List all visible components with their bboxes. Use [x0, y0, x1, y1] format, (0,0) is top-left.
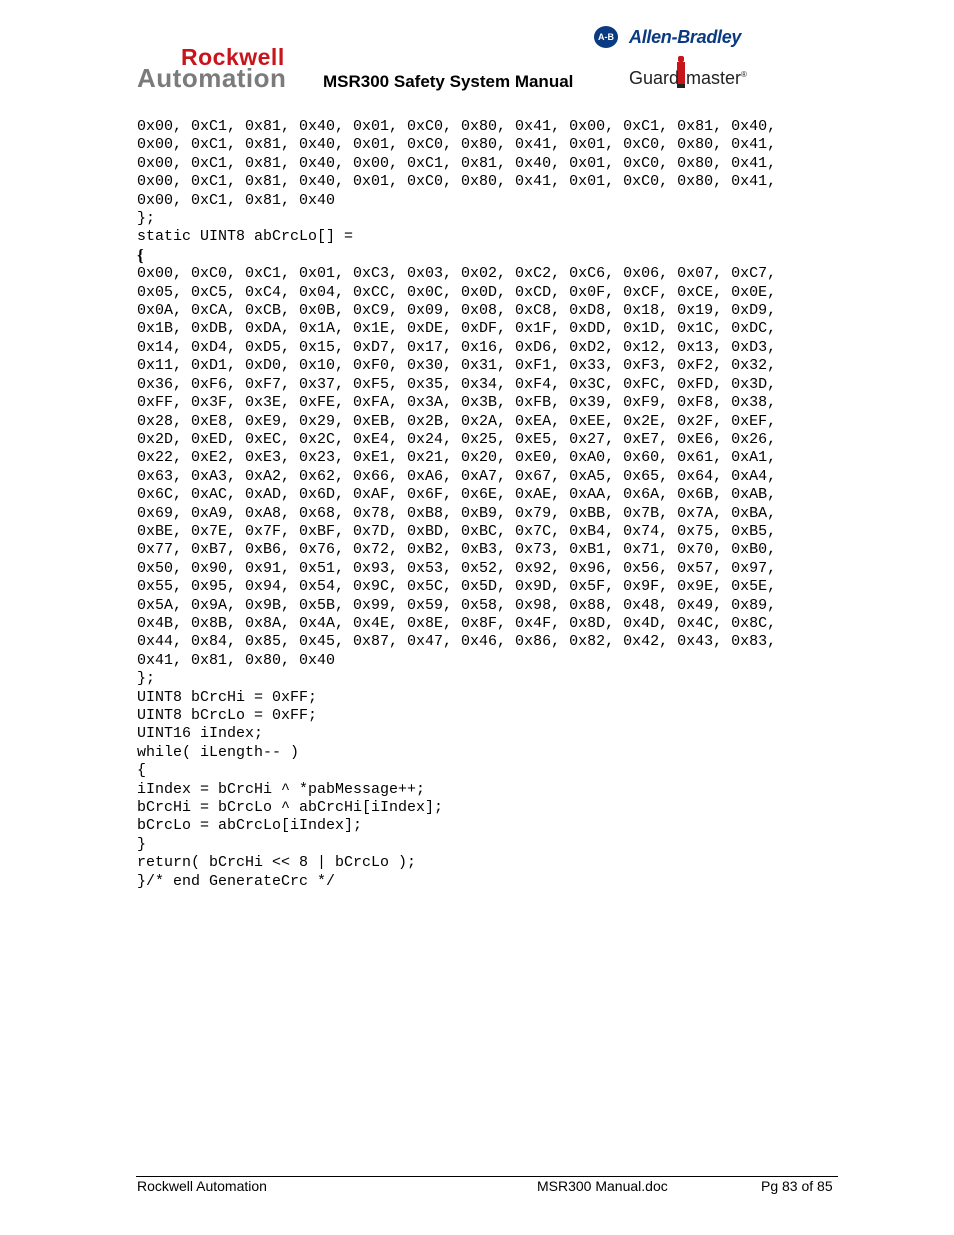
code-line: 0x4B, 0x8B, 0x8A, 0x4A, 0x4E, 0x8E, 0x8F, 0x4F, 0x8D, 0x4D, 0x4C, 0x8C, — [137, 614, 777, 632]
guardmaster-logo — [629, 56, 749, 92]
code-line: 0x63, 0xA3, 0xA2, 0x62, 0x66, 0xA6, 0xA7, 0x67, 0xA5, 0x65, 0x64, 0xA4, — [137, 467, 777, 485]
footer-divider — [136, 1176, 838, 1177]
code-listing — [137, 118, 776, 891]
code-line: 0x55, 0x95, 0x94, 0x54, 0x9C, 0x5C, 0x5D, 0x9D, 0x5F, 0x9F, 0x9E, 0x5E, — [137, 578, 777, 596]
code-line: bCrcHi = bCrcLo ^ abCrcHi[iIndex]; — [137, 799, 444, 817]
code-line: 0x00, 0xC0, 0xC1, 0x01, 0xC3, 0x03, 0x02, 0xC2, 0xC6, 0x06, 0x07, 0xC7, — [137, 265, 777, 283]
code-line: 0x00, 0xC1, 0x81, 0x40 — [137, 191, 336, 209]
code-line: UINT8 bCrcLo = 0xFF; — [137, 707, 318, 724]
rockwell-logo-line2: Automation — [137, 63, 287, 93]
code-line: 0x1B, 0xDB, 0xDA, 0x1A, 0x1E, 0xDE, 0xDF, 0x1F, 0xDD, 0x1D, 0x1C, 0xDC, — [137, 320, 777, 338]
footer-company: Rockwell Automation — [137, 1178, 267, 1194]
code-line: UINT16 iIndex; — [137, 725, 264, 743]
code-line: 0x00, 0xC1, 0x81, 0x40, 0x01, 0xC0, 0x80, 0x41, 0x01, 0xC0, 0x80, 0x41, — [137, 173, 777, 191]
code-line: 0x00, 0xC1, 0x81, 0x40, 0x01, 0xC0, 0x80, 0x41, 0x00, 0xC1, 0x81, 0x40, — [137, 118, 777, 135]
code-line: 0x50, 0x90, 0x91, 0x51, 0x93, 0x53, 0x52, 0x92, 0x96, 0x56, 0x57, 0x97, — [137, 559, 777, 577]
code-line: 0x77, 0xB7, 0xB6, 0x76, 0x72, 0xB2, 0xB3, 0x73, 0xB1, 0x71, 0x70, 0xB0, — [137, 541, 777, 559]
code-line: UINT8 bCrcHi = 0xFF; — [137, 688, 318, 706]
code-line: 0x41, 0x81, 0x80, 0x40 — [137, 651, 336, 669]
code-line: 0x11, 0xD1, 0xD0, 0x10, 0xF0, 0x30, 0x31, 0xF1, 0x33, 0xF3, 0xF2, 0x32, — [137, 357, 777, 375]
code-line: 0x2D, 0xED, 0xEC, 0x2C, 0xE4, 0x24, 0x25, 0xE5, 0x27, 0xE7, 0xE6, 0x26, — [137, 430, 777, 448]
code-line: 0x6C, 0xAC, 0xAD, 0x6D, 0xAF, 0x6F, 0x6E, 0xAE, 0xAA, 0x6A, 0x6B, 0xAB, — [137, 486, 777, 504]
footer-page-number: Pg 83 of 85 — [761, 1178, 833, 1194]
code-line: 0xFF, 0x3F, 0x3E, 0xFE, 0xFA, 0x3A, 0x3B, 0xFB, 0x39, 0xF9, 0xF8, 0x38, — [137, 394, 777, 412]
ab-badge-icon: A-B — [594, 26, 618, 48]
code-line: 0x36, 0xF6, 0xF7, 0x37, 0xF5, 0x35, 0x34, 0xF4, 0x3C, 0xFC, 0xFD, 0x3D, — [137, 375, 777, 393]
code-line: 0xBE, 0x7E, 0x7F, 0xBF, 0x7D, 0xBD, 0xBC, 0x7C, 0xB4, 0x74, 0x75, 0xB5, — [137, 522, 777, 540]
code-line: }; — [137, 210, 156, 228]
code-line: while( iLength-- ) — [137, 743, 300, 761]
code-line: { — [137, 762, 147, 780]
code-line: 0x00, 0xC1, 0x81, 0x40, 0x00, 0xC1, 0x81, 0x40, 0x01, 0xC0, 0x80, 0x41, — [137, 154, 777, 172]
code-line: static UINT8 abCrcLo[] = — [137, 228, 354, 246]
code-line: }/* end GenerateCrc */ — [137, 872, 336, 890]
code-line: 0x5A, 0x9A, 0x9B, 0x5B, 0x99, 0x59, 0x58, 0x98, 0x88, 0x48, 0x49, 0x89, — [137, 596, 777, 614]
code-line: { — [137, 245, 144, 265]
guardmaster-wordmark-left: Guard — [629, 68, 680, 88]
page-header — [0, 0, 954, 110]
code-line: bCrcLo = abCrcLo[iIndex]; — [137, 817, 363, 835]
code-line: 0x0A, 0xCA, 0xCB, 0x0B, 0xC9, 0x09, 0x08, 0xC8, 0xD8, 0x18, 0x19, 0xD9, — [137, 302, 777, 320]
code-line: 0x14, 0xD4, 0xD5, 0x15, 0xD7, 0x17, 0x16, 0xD6, 0xD2, 0x12, 0x13, 0xD3, — [137, 338, 777, 356]
footer-filename: MSR300 Manual.doc — [537, 1178, 668, 1194]
document-title: MSR300 Safety System Manual — [323, 72, 574, 91]
code-line: } — [137, 835, 147, 853]
guardmaster-wordmark-right: master® — [686, 68, 747, 88]
code-line: 0x44, 0x84, 0x85, 0x45, 0x87, 0x47, 0x46, 0x86, 0x82, 0x42, 0x43, 0x83, — [137, 633, 777, 651]
rockwell-logo-line1: Rockwell — [181, 44, 285, 70]
code-line: 0x00, 0xC1, 0x81, 0x40, 0x01, 0xC0, 0x80, 0x41, 0x01, 0xC0, 0x80, 0x41, — [137, 136, 777, 154]
code-line: 0x28, 0xE8, 0xE9, 0x29, 0xEB, 0x2B, 0x2A, 0xEA, 0xEE, 0x2E, 0x2F, 0xEF, — [137, 412, 777, 430]
code-line: return( bCrcHi << 8 | bCrcLo ); — [137, 854, 417, 872]
allen-bradley-wordmark: Allen-Bradley — [629, 27, 742, 47]
code-line: }; — [137, 670, 156, 688]
code-line: 0x05, 0xC5, 0xC4, 0x04, 0xCC, 0x0C, 0x0D, 0xCD, 0x0F, 0xCF, 0xCE, 0x0E, — [137, 283, 777, 301]
code-line: 0x22, 0xE2, 0xE3, 0x23, 0xE1, 0x21, 0x20, 0xE0, 0xA0, 0x60, 0x61, 0xA1, — [137, 449, 777, 467]
code-line: 0x69, 0xA9, 0xA8, 0x68, 0x78, 0xB8, 0xB9, 0x79, 0xBB, 0x7B, 0x7A, 0xBA, — [137, 504, 777, 522]
code-line: iIndex = bCrcHi ^ *pabMessage++; — [137, 780, 426, 798]
